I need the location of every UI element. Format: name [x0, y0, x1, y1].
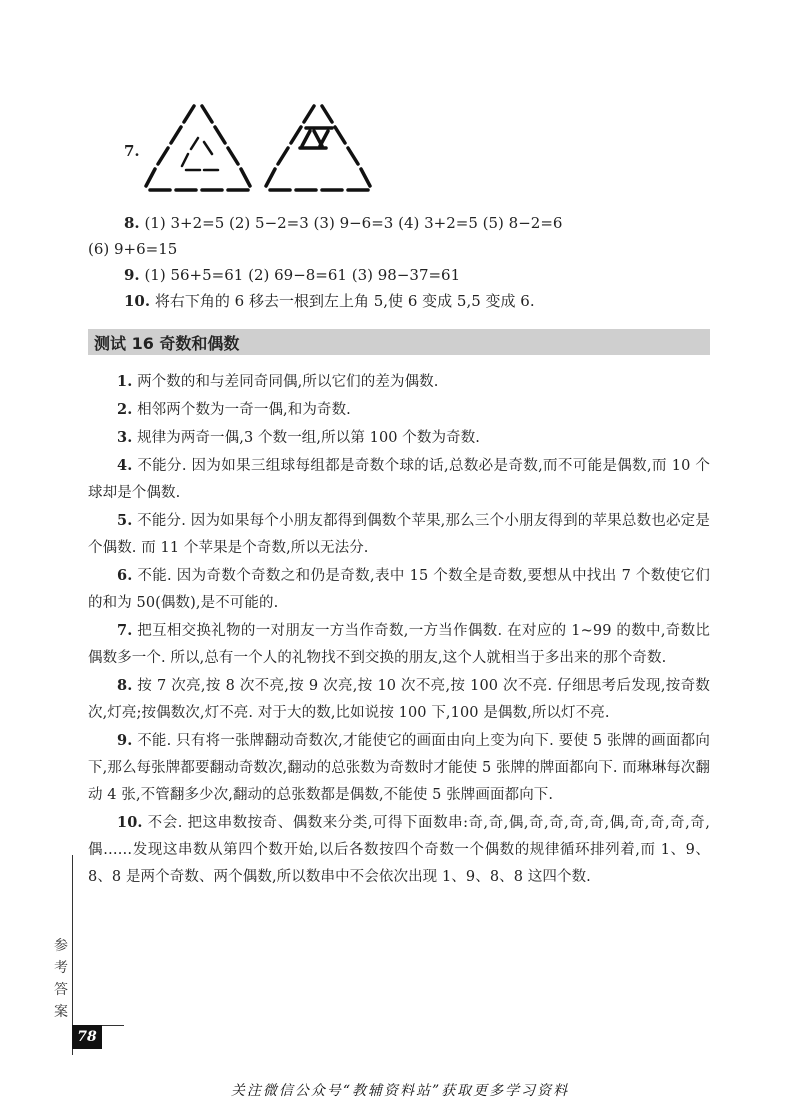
answer-text: 按 7 次亮,按 8 次不亮,按 9 次亮,按 10 次不亮,按 100 次不亮. 仔细思考后发现,按奇数次,灯亮;按偶数次,灯不亮. 对于大的数,比如说按 100 下,100 是偶数,所以灯不亮. [88, 678, 710, 721]
answer-number: 5. [117, 512, 133, 529]
answer-item [88, 727, 710, 809]
answer-text: 相邻两个数为一奇一偶,和为奇数. [137, 402, 351, 418]
answer-text: 把互相交换礼物的一对朋友一方当作奇数,一方当作偶数. 在对应的 1~99 的数中,奇数比偶数多一个. 所以,总有一个人的礼物找不到交换的朋友,这个人就相当于多出来的那个奇数. [88, 623, 710, 666]
answer-item [88, 617, 710, 672]
answer-number: 6. [117, 567, 133, 584]
answer-number: 9. [117, 732, 133, 749]
answer-number: 9. [124, 266, 140, 284]
answer-item [88, 562, 710, 617]
answer-text: 将右下角的 6 移去一根到左上角 5,使 6 变成 5,5 变成 6. [154, 292, 535, 310]
answer-item [88, 672, 710, 727]
answer-number: 10. [124, 292, 151, 310]
answer-number: 10. [117, 814, 143, 831]
answer-8-line-2 [88, 239, 177, 259]
matchstick-triangles-figure [142, 98, 392, 198]
page-number: 78 [72, 1025, 102, 1049]
answer-text: 不能分. 因为如果每个小朋友都得到偶数个苹果,那么三个小朋友得到的苹果总数也必定是个偶数. 而 11 个苹果是个奇数,所以无法分. [88, 513, 710, 556]
answer-text: 不能分. 因为如果三组球每组都是奇数个球的话,总数必是奇数,而不可能是偶数,而 10 个球却是个偶数. [88, 458, 710, 501]
answer-number: 8. [117, 677, 133, 694]
answer-text: 不能. 因为奇数个奇数之和仍是奇数,表中 15 个数全是奇数,要想从中找出 7 个数使它们的和为 50(偶数),是不可能的. [88, 568, 710, 611]
answer-text: 规律为两奇一偶,3 个数一组,所以第 100 个数为奇数. [137, 430, 481, 446]
answer-8-line-1 [124, 213, 562, 233]
answer-item [88, 809, 710, 891]
answer-item [88, 452, 710, 507]
figure-number: 7. [124, 142, 140, 160]
answer-text: 不会. 把这串数按奇、偶数来分类,可得下面数串:奇,奇,偶,奇,奇,奇,奇,偶,奇,奇,奇,奇,偶……发现这串数从第四个数开始,以后各数按四个奇数一个偶数的规律循环排列着,而 1、9、8、8 是两个奇数、两个偶数,所以数串中不会依次出现 1、9、8、8 这四个数. [88, 815, 710, 885]
footer-watermark: 关注微信公众号“教辅资料站”获取更多学习资料 [230, 1083, 570, 1099]
answer-item [88, 424, 710, 452]
section-title: 测试 16 奇数和偶数 [94, 334, 240, 353]
section-header [88, 329, 710, 355]
answer-text: 不能. 只有将一张牌翻动奇数次,才能使它的画面由向上变为向下. 要使 5 张牌的画面都向下,那么每张牌都要翻动奇数次,翻动的总张数为奇数时才能使 5 张牌的牌面都向下. 而琳琳每次翻动 4 张,不管翻多少次,翻动的总张数都是偶数,不能使 5 张牌画面都向下. [88, 733, 710, 803]
side-label: 参考答案 [54, 938, 68, 1020]
answer-text: (6) 9+6=15 [88, 240, 178, 258]
answer-item [88, 368, 710, 396]
answer-number: 4. [117, 457, 133, 474]
answer-number: 2. [117, 401, 133, 418]
answers-list [88, 368, 710, 891]
answer-number: 8. [124, 214, 140, 232]
answer-number: 3. [117, 429, 133, 446]
answer-text: 两个数的和与差同奇同偶,所以它们的差为偶数. [137, 374, 439, 390]
answer-item [88, 396, 710, 424]
answer-number: 7. [117, 622, 133, 639]
answer-item [88, 507, 710, 562]
answer-text: (1) 56+5=61 (2) 69−8=61 (3) 98−37=61 [144, 266, 461, 284]
figure-7 [124, 98, 394, 198]
answer-text: (1) 3+2=5 (2) 5−2=3 (3) 9−6=3 (4) 3+2=5 (5) 8−2=6 [144, 214, 563, 232]
answer-number: 1. [117, 373, 133, 390]
answer-9-top [124, 265, 460, 285]
answer-10-top [124, 291, 535, 311]
